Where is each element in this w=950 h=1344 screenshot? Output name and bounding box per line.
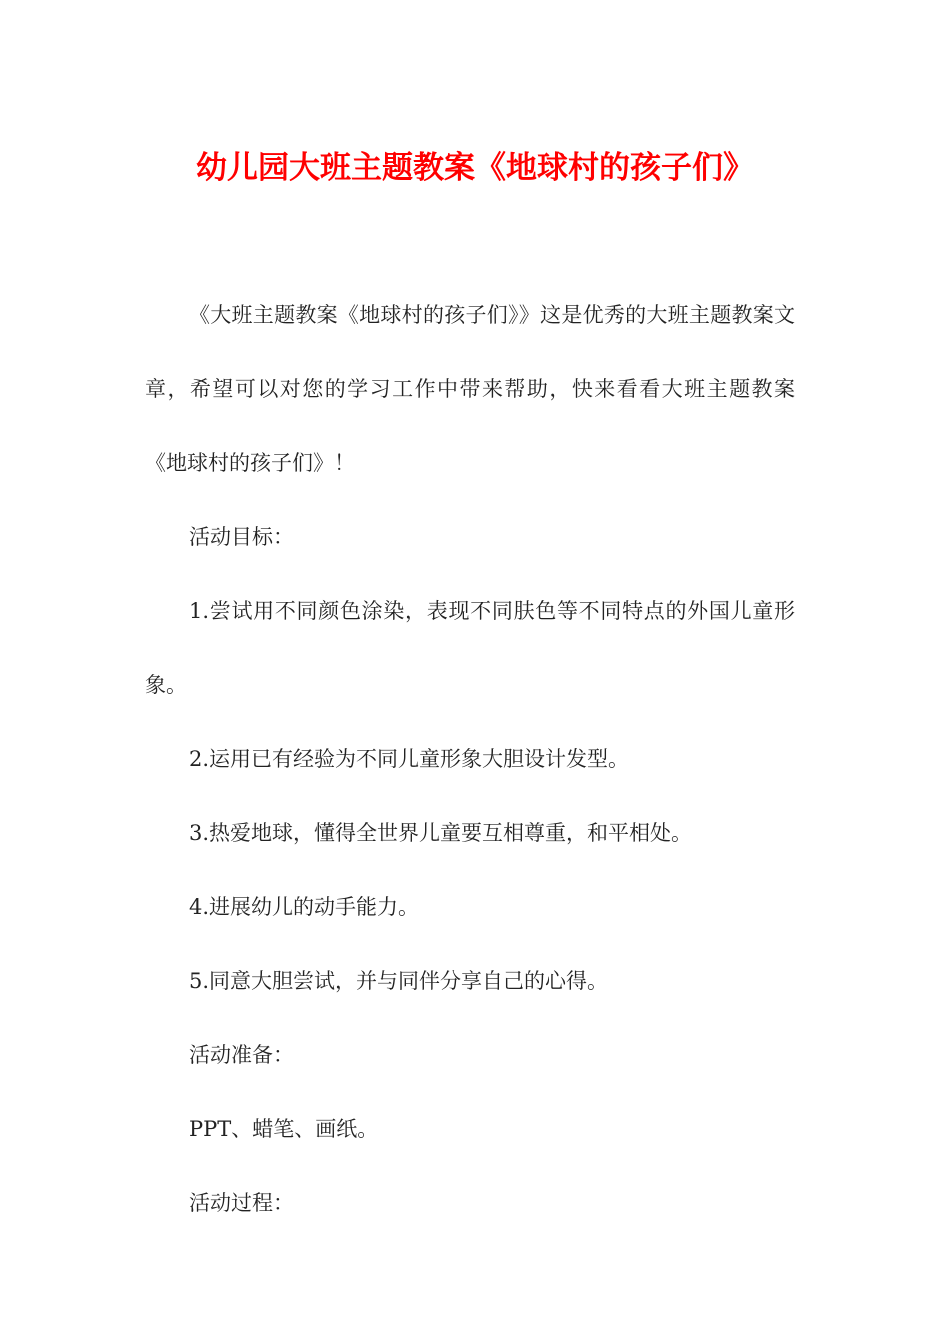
section-heading-goals: 活动目标： (189, 525, 294, 549)
goal-item-4: 4.进展幼儿的动手能力。 (189, 895, 420, 919)
document-title: 幼儿园大班主题教案《地球村的孩子们》 (196, 150, 754, 186)
goal-item-1: 1.尝试用不同颜色涂染，表现不同肤色等不同特点的外国儿童形象。 (145, 599, 795, 697)
goal-item-3: 3.热爱地球，懂得全世界儿童要互相尊重，和平相处。 (189, 821, 693, 845)
goal-item-5: 5.同意大胆尝试，并与同伴分享自己的心得。 (189, 969, 609, 993)
goal-item-2: 2.运用已有经验为不同儿童形象大胆设计发型。 (189, 747, 630, 771)
preparation-text: PPT、蜡笔、画纸。 (189, 1117, 379, 1141)
section-heading-preparation: 活动准备： (189, 1043, 294, 1067)
document-body (145, 278, 795, 1240)
section-heading-process: 活动过程： (189, 1191, 294, 1215)
intro-paragraph: 《大班主题教案《地球村的孩子们》》这是优秀的大班主题教案文章，希望可以对您的学习工作中带来帮助，快来看看大班主题教案《地球村的孩子们》！ (145, 303, 795, 475)
